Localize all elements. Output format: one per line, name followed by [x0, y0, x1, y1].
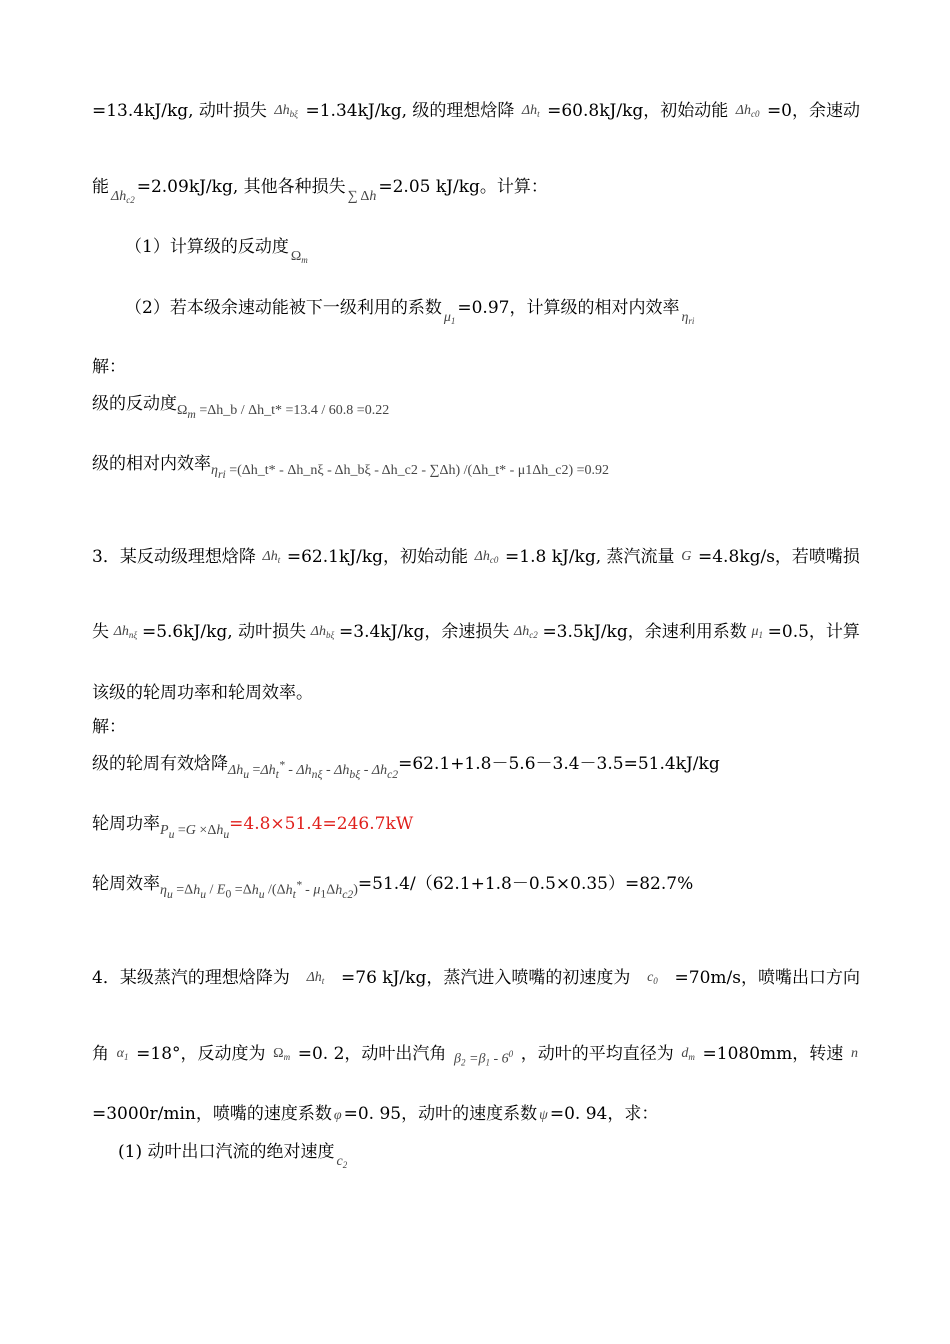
problem-3-line-3: 该级的轮周功率和轮周效率。 [92, 683, 313, 703]
formula-eta-ri: $\eta_{ri}$ [681, 310, 695, 326]
problem-4-line-3: =3000r/min，喷嘴的速度系数 φ =0. 95，动叶的速度系数 ψ =0. 94，求： [92, 1103, 658, 1127]
question-1: （1）计算级的反动度 $\Omega_m$ [125, 236, 310, 271]
formula-dh-b: $\Delta h_{b\xi}$ [274, 103, 298, 119]
formula-dh-t: $\Delta h_t$ [262, 549, 281, 565]
question-3: (1) 动叶出口汽流的绝对速度 $c_2$ [118, 1141, 349, 1176]
formula-omega-m: $\Omega_m$ [290, 249, 308, 265]
formula-pu: $P_u =G \times\Delta h_u$ [160, 823, 230, 841]
formula-efficiency: $\eta_{ri}$ =(Δh_t* - Δh_nξ - Δh_bξ - Δh_c2 - ∑Δh) /(Δh_t* - μ1Δh_c2) =0.92 [211, 463, 610, 481]
formula-dh-c0: $\Delta h_{c0}$ [474, 549, 499, 565]
text: =1.34kJ/kg, 级的理想焓降 [305, 101, 515, 121]
formula-dh-c2: $\Delta h_{c2}$ [514, 624, 538, 640]
question-2: （2）若本级余速动能被下一级利用的系数 $\mu_1=0.97$，计算级的相对内效率 $\eta_{ri}$ [125, 297, 696, 332]
problem-3-line-2: 失 $\Delta h_{n\xi}$ =5.6kJ/kg, 动叶损失 $\Delta h_{b\xi}$ =3.4kJ/kg，余速损失 $\Delta h_{c2}$ =3.5kJ/kg，余速利用系数 $\mu_1$ =0.5，计算 [92, 621, 860, 646]
formula-mu1: $\mu_1$ [751, 624, 763, 640]
formula-c2: $c_2$ [336, 1154, 348, 1170]
formula-beta2: $\beta_2 =\beta_1 - 6^0$ [454, 1049, 514, 1068]
formula-n: n [850, 1046, 858, 1061]
formula-dh-t: $\Delta h_t$ [521, 103, 540, 119]
wheel-power-line: 轮周功率$P_u =G \times\Delta h_u=4.8\times 51.4=246.7kW$ [92, 813, 413, 846]
formula-omega-m: $\Omega_m$ [273, 1046, 291, 1062]
formula-dh-c2: $\Delta h_{c2}$ [111, 189, 135, 205]
power-result: =4.8×51.4=246.7kW [229, 814, 414, 834]
paragraph-line-2: 能 $\Delta h_{c2}=2.09kJ/kg$, 其他各种损失 ∑ Δh =2.05 kJ/kg。计算： [92, 176, 548, 211]
formula-dh-n: $\Delta h_{n\xi}$ [113, 624, 138, 640]
solution-label-1: 解： [92, 357, 126, 377]
reaction-degree-line: 级的反动度$\Omega_m$ =Δh_b / Δh_t* =13.4 / 60.8 =0.22 [92, 393, 389, 426]
formula-sum-dh: ∑ Δh [347, 189, 377, 204]
formula-dh-b: $\Delta h_{b\xi}$ [310, 624, 335, 640]
formula-reaction: $\Omega_m$ =Δh_b / Δh_t* =13.4 / 60.8 =0.22 [177, 403, 390, 421]
relative-efficiency-line: 级的相对内效率$\eta_{ri}$ =(Δh_t* - Δh_nξ - Δh_bξ - Δh_c2 - ∑Δh) /(Δh_t* - μ1Δh_c2) =0.92 [92, 453, 609, 486]
problem-4-line-1: 4．某级蒸汽的理想焓降为 $\Delta h_t$ =76 kJ/kg，蒸汽进入喷嘴的初速度为 $c_0$ =70m/s，喷嘴出口方向 [92, 967, 860, 992]
problem-3-line-1: 3．某反动级理想焓降 $\Delta h_t$ =62.1kJ/kg，初始动能 $\Delta h_{c0}$ =1.8 kJ/kg, 蒸汽流量 G =4.8kg/s，若喷嘴损 [92, 546, 860, 571]
formula-dm: $d_m$ [681, 1046, 695, 1062]
formula-phi: φ [333, 1108, 342, 1123]
text: =60.8kJ/kg，初始动能 [547, 101, 729, 121]
formula-dh-c0: $\Delta h_{c0}$ [735, 103, 760, 119]
formula-eta-u: $\eta_u =\Delta h_u / E_0 =\Delta h_u$ $/(\Delta h_t^* - \mu_1\Delta h_{c2})$ [160, 878, 358, 901]
formula-alpha1: $\alpha_1$ [116, 1046, 129, 1062]
formula-mu1: $\mu_1$ [443, 310, 456, 326]
wheel-efficiency-line: 轮周效率$\eta_u =\Delta h_u / E_0 =\Delta h_u$ $/(\Delta h_t^* - \mu_1\Delta h_{c2})=51.4/(62.1+1.8-0.5\times 0.35)=82.7\%$ [92, 873, 693, 906]
formula-dh-u: $\Delta h_u =\Delta h_t^* - \Delta h_{n\xi} - \Delta h_{b\xi} - \Delta h_{c2}$ [228, 758, 399, 781]
text: =13.4kJ/kg, 动叶损失 [92, 101, 267, 121]
text: =0，余速动 [766, 101, 860, 121]
problem-4-line-2: 角 $\alpha_1$ =18°，反动度为 $\Omega_m$ =0. 2，动叶出汽角 $\beta_2 =\beta_1 - 6^0$ ，动叶的平均直径为 $d_m$ =1080mm，转速 n [92, 1043, 860, 1074]
formula-dh-t: $\Delta h_t$ [306, 970, 325, 986]
solution-label-2: 解： [92, 717, 126, 737]
formula-psi: ψ [539, 1108, 548, 1123]
paragraph-line-1 [92, 100, 860, 125]
formula-G: G [681, 549, 692, 564]
wheel-enthalpy-line: 级的轮周有效焓降$\Delta h_u =\Delta h_t^* - \Delta h_{n\xi} - \Delta h_{b\xi} - \Delta h_{c2}=62.1+1.8-5.6-3.4-3.5=51.4kJ/kg$ [92, 753, 720, 786]
formula-c0: $c_0$ [647, 970, 658, 986]
